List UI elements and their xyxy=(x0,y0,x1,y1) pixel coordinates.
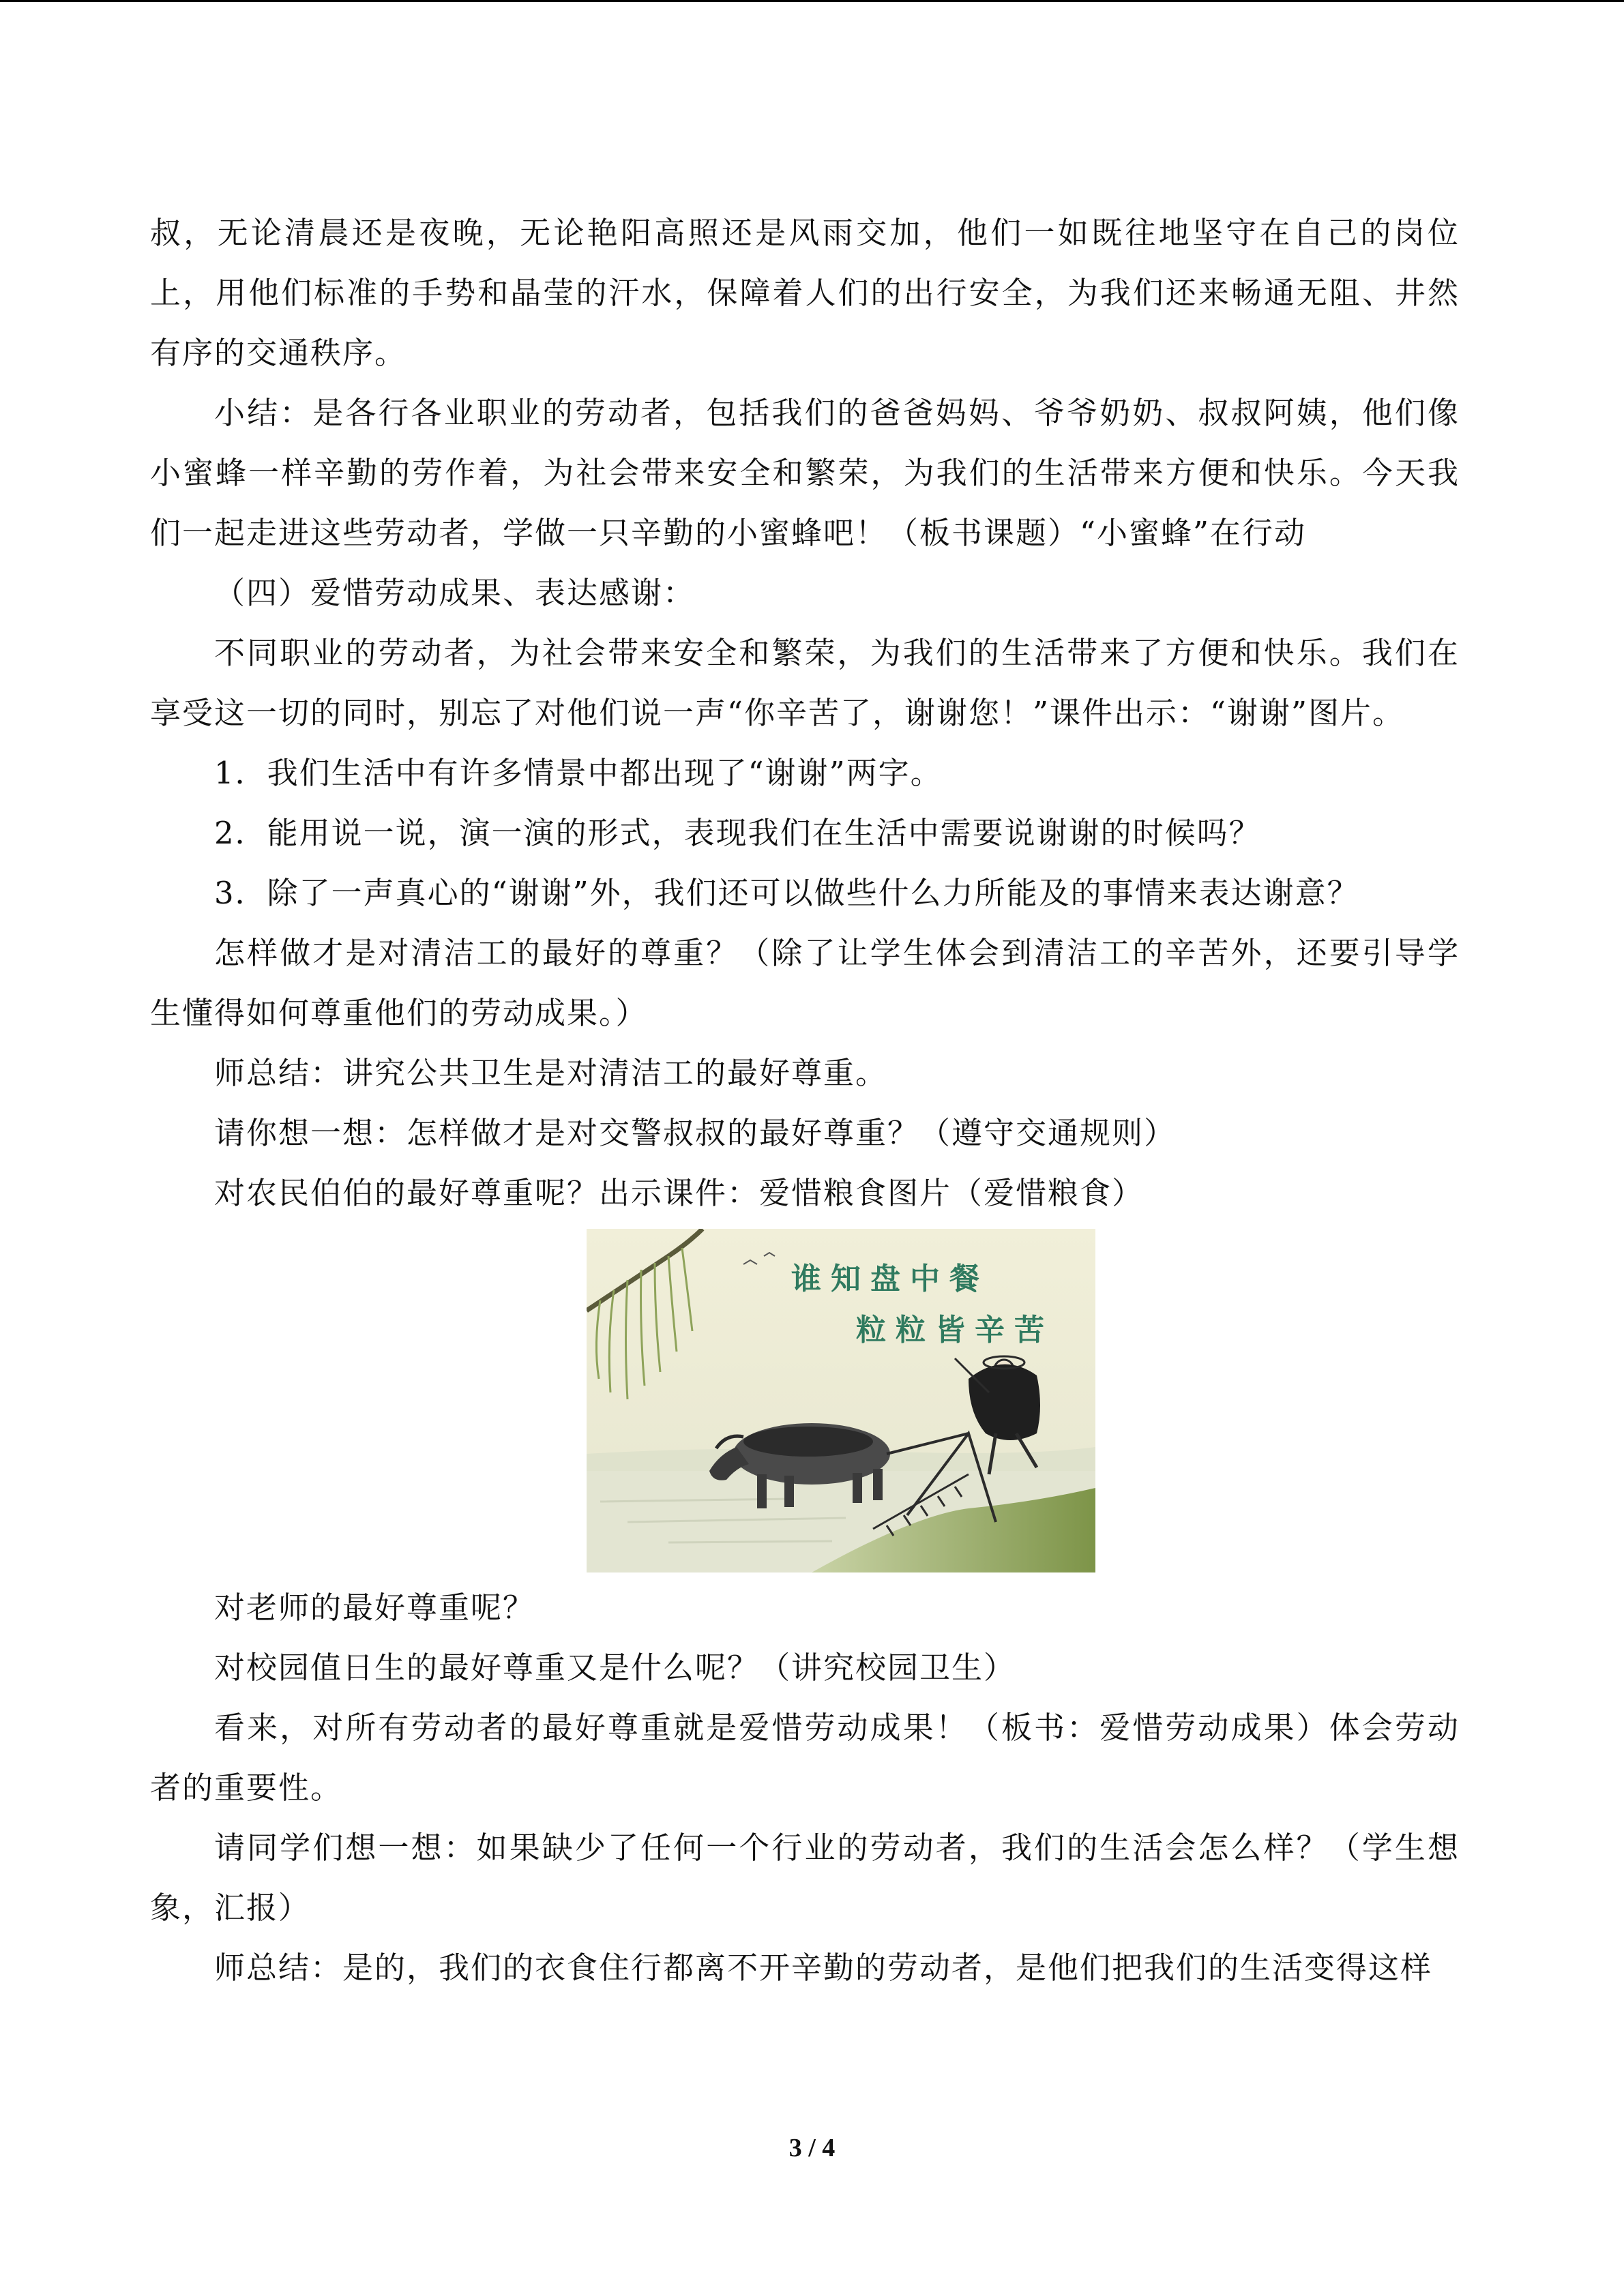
list-item: 1．我们生活中有许多情景中都出现了“谢谢”两字。 xyxy=(214,755,943,791)
paragraph: 叔，无论清晨还是夜晚，无论艳阳高照还是风雨交加，他们一如既往地坚守在自己的岗位上，用他们标准的手势和晶莹的汗水，保障着人们的出行安全，为我们还来畅通无阻、井然有序的交通秩序。 xyxy=(150,215,1460,371)
list-item: 3．除了一声真心的“谢谢”外，我们还可以做些什么力所能及的事情来表达谢意？ xyxy=(214,875,1359,911)
paragraph: 不同职业的劳动者，为社会带来安全和繁荣，为我们的生活带来了方便和快乐。我们在享受这一切的同时，别忘了对他们说一声“你辛苦了，谢谢您！”课件出示：“谢谢”图片。 xyxy=(150,635,1460,731)
farming-ink-painting-image xyxy=(587,1229,1095,1572)
poem-line-1: 谁知盘中餐 xyxy=(791,1262,989,1296)
list-item: 2．能用说一说，演一演的形式，表现我们在生活中需要说谢谢的时候吗？ xyxy=(214,815,1261,851)
paragraph: 请同学们想一想：如果缺少了任何一个行业的劳动者，我们的生活会怎么样？（学生想象，汇报） xyxy=(150,1830,1460,1926)
paragraph: 对农民伯伯的最好尊重呢？出示课件：爱惜粮食图片（爱惜粮食） xyxy=(214,1175,1145,1211)
paragraph: 看来，对所有劳动者的最好尊重就是爱惜劳动成果！（板书：爱惜劳动成果）体会劳动者的重要性。 xyxy=(150,1710,1460,1806)
paragraph: 对校园值日生的最好尊重又是什么呢？（讲究校园卫生） xyxy=(214,1650,1016,1686)
document-body xyxy=(150,203,1460,1998)
top-border-rule xyxy=(0,0,1624,2)
paragraph: 请你想一想：怎样做才是对交警叔叔的最好尊重？（遵守交通规则） xyxy=(214,1115,1177,1151)
section-heading: （四）爱惜劳动成果、表达感谢： xyxy=(214,575,696,611)
paragraph: 小结：是各行各业职业的劳动者，包括我们的爸爸妈妈、爷爷奶奶、叔叔阿姨，他们像小蜜蜂一样辛勤的劳作着，为社会带来安全和繁荣，为我们的生活带来方便和快乐。今天我们一起走进这些劳动者，学做一只辛勤的小蜜蜂吧！（板书课题）“小蜜蜂”在行动 xyxy=(150,395,1460,551)
page-number: 3 / 4 xyxy=(788,2134,836,2162)
poem-line-2: 粒粒皆辛苦 xyxy=(856,1313,1054,1347)
paragraph: 怎样做才是对清洁工的最好的尊重？（除了让学生体会到清洁工的辛苦外，还要引导学生懂得如何尊重他们的劳动成果。） xyxy=(150,935,1460,1031)
paragraph: 对老师的最好尊重呢？ xyxy=(214,1590,535,1626)
paragraph: 师总结：是的，我们的衣食住行都离不开辛勤的劳动者，是他们把我们的生活变得这样 xyxy=(214,1950,1433,1986)
paragraph: 师总结：讲究公共卫生是对清洁工的最好尊重。 xyxy=(214,1055,888,1091)
